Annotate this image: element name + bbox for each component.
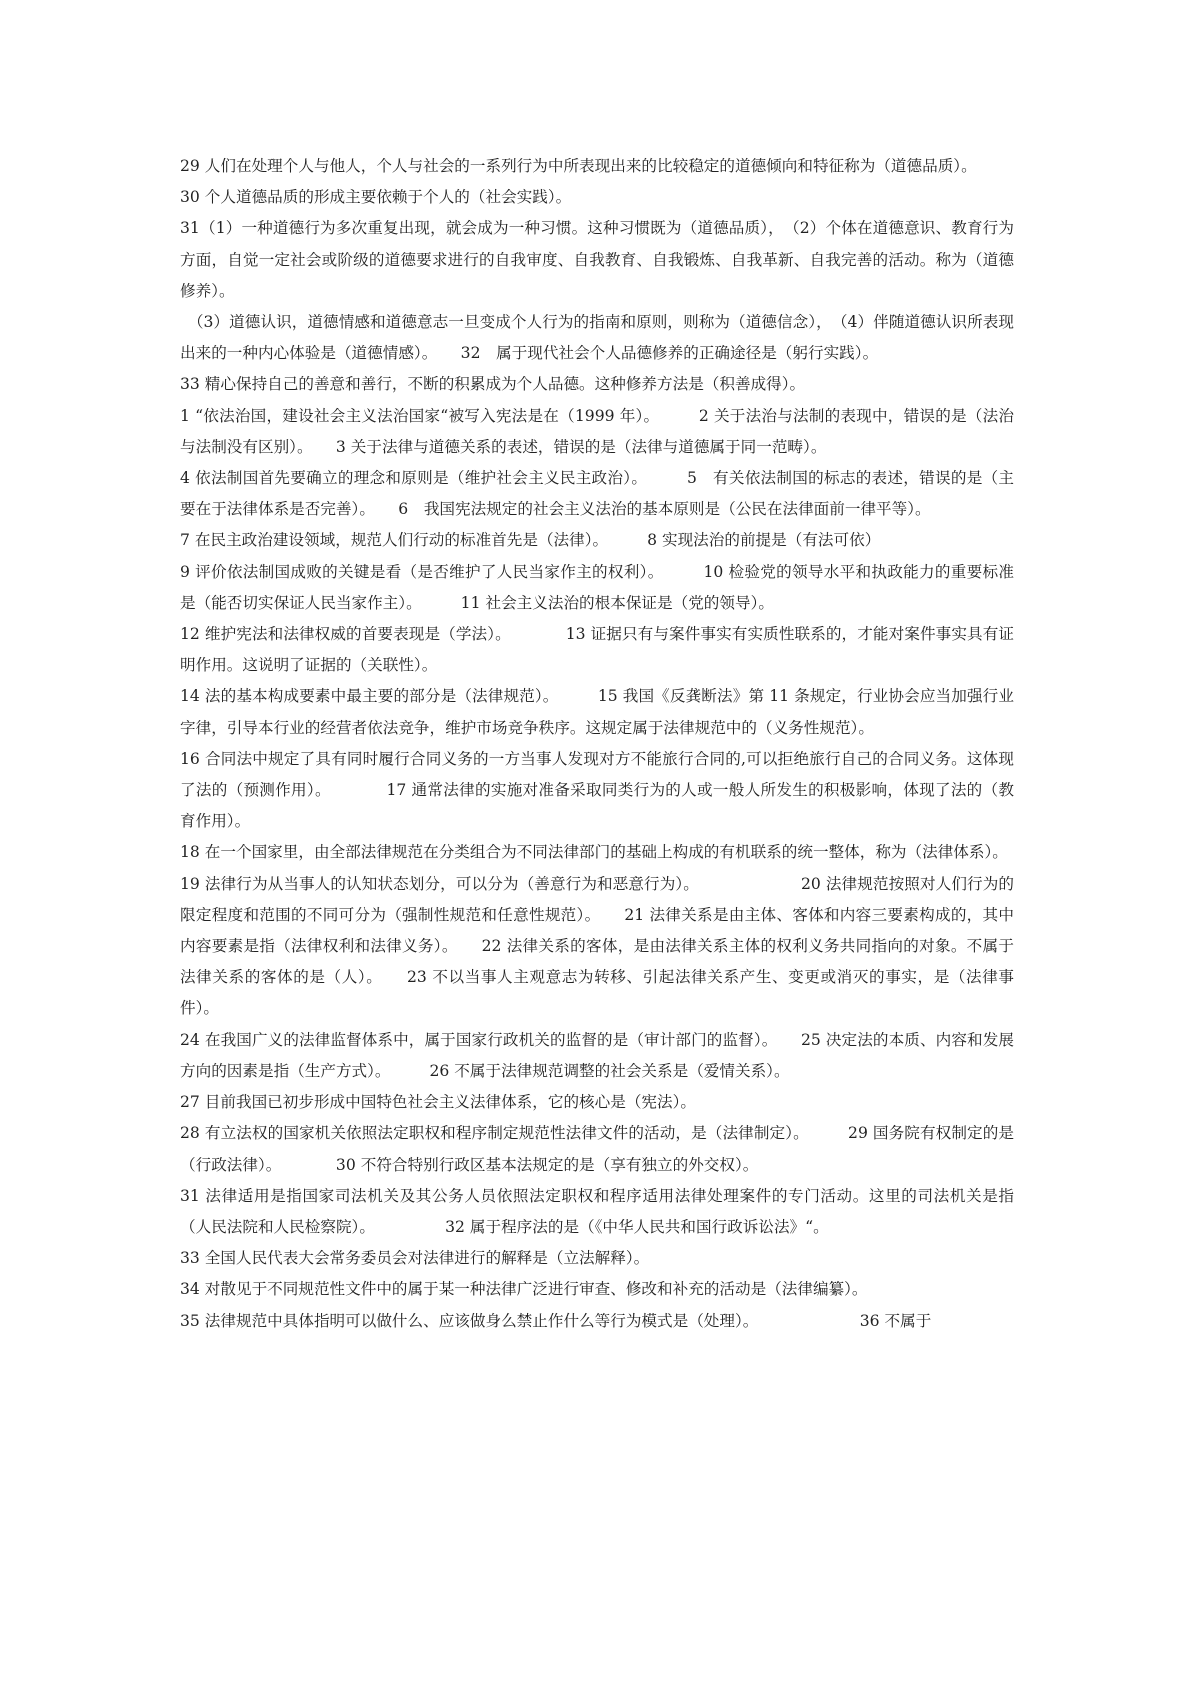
paragraph-law-q28-30: 28 有立法权的国家机关依照法定职权和程序制定规范性法律文件的活动，是（法律制定）。 29 国务院有权制定的是（行政法律）。 30 不符合特别行政区基本法规定的是（享有独立的外交权）。 (180, 1124, 1014, 1174)
paragraph-q33-accumulate-goodness: 33 精心保持自己的善意和善行，不断的积累成为个人品德。这种修养方法是（积善成得）。 (180, 375, 806, 394)
paragraph-law-q16-17: 16 合同法中规定了具有同时履行合同义务的一方当事人发现对方不能旅行合同的,可以拒绝旅行自己的合同义务。这体现了法的（预测作用）。 17 通常法律的实施对准备采取同类行为的人或一般人所发生的积极影响，体现了法的（教育作用）。 (180, 749, 1014, 831)
paragraph-q31-habits-cultivation: 31（1）一种道德行为多次重复出现，就会成为一种习惯。这种习惯既为（道德品质）， （2）个体在道德意识、教育行为方面，自觉一定社会或阶级的道德要求进行的自我审度、自我教育、自我锻炼、自我革新、自我完善的活动。称为（道德修养）。 (180, 219, 1014, 300)
paragraph-law-q24-26: 24 在我国广义的法律监督体系中，属于国家行政机关的监督的是（审计部门的监督）。 25 决定法的本质、内容和发展方向的因素是指（生产方式）。 26 不属于法律规范调整的社会关系是（爱情关系）。 (180, 1030, 1014, 1080)
paragraph-law-q12-13: 12 维护宪法和法律权威的首要表现是（学法）。 13 证据只有与案件事实有实质性联系的，才能对案件事实具有证明作用。这说明了证据的（关联性）。 (180, 625, 1014, 675)
paragraph-q29-moral-quality: 29 人们在处理个人与他人，个人与社会的一系列行为中所表现出来的比较稳定的道德倾向和特征称为（道德品质）。 (180, 157, 977, 175)
paragraph-law-q4-6: 4 依法制国首先要确立的理念和原则是（维护社会主义民主政治）。 5 有关依法制国的标志的表述，错误的是（主要在于法律体系是否完善）。 6 我国宪法规定的社会主义法治的基本原则是（公民在法律面前一律平等）。 (180, 469, 1014, 519)
paragraph-law-q9-11: 9 评价依法制国成败的关键是看（是否维护了人民当家作主的权利）。 10 检验党的领导水平和执政能力的重要标准是（能否切实保证人民当家作主）。 11 社会主义法治的根本保证是（党的领导）。 (180, 562, 1014, 612)
paragraph-law-q35-36: 35 法律规范中具体指明可以做什么、应该做身么禁止作什么等行为模式是（处理）。 36 不属于 (180, 1311, 932, 1330)
paragraph-q31-belief-emotion: （3）道德认识，道德情感和道德意志一旦变成个人行为的指南和原则，则称为（道德信念）， （4）伴随道德认识所表现出来的一种内心体验是（道德情感）。 32 属于现代社会个人品德修养的正确途径是（躬行实践）。 (180, 313, 1014, 363)
paragraph-law-q19-23: 19 法律行为从当事人的认知状态划分，可以分为（善意行为和恶意行为）。 20 法律规范按照对人们行为的限定程度和范围的不同可分为（强制性规范和任意性规范）。 21 法律关系是由主体、客体和内容三要素构成的，其中内容要素是指（法律权利和法律义务）。 22 法律关系的客体，是由法律关系主体的权利义务共同指向的对象。不属于法律关系的客体的是（人）。 23 不以当事人主观意志为转移、引起法律关系产生、变更或消灭的事实，是（法律事件）。 (180, 874, 1014, 1018)
paragraph-law-q31-32: 31 法律适用是指国家司法机关及其公务人员依照法定职权和程序适用法律处理案件的专门活动。这里的司法机关是指（人民法院和人民检察院）。 32 属于程序法的是（《中华人民共和国行政诉讼法》“。 (180, 1186, 1014, 1236)
document-body (180, 151, 1014, 1337)
paragraph-law-q18: 18 在一个国家里，由全部法律规范在分类组合为不同法律部门的基础上构成的有机联系的统一整体，称为（法律体系）。 (180, 843, 1008, 862)
paragraph-law-q7-8: 7 在民主政治建设领域，规范人们行动的标准首先是（法律）。 8 实现法治的前提是（有法可依） (180, 531, 881, 550)
paragraph-law-q1-3: 1 “依法治国，建设社会主义法治国家“被写入宪法是在（1999 年）。 2 关于法治与法制的表现中，错误的是（法治与法制没有区别）。 3 关于法律与道德关系的表述，错误的是（法律与道德属于同一范畴）。 (180, 406, 1014, 456)
paragraph-law-q33: 33 全国人民代表大会常务委员会对法律进行的解释是（立法解释）。 (180, 1249, 650, 1268)
paragraph-law-q34: 34 对散见于不同规范性文件中的属于某一种法律广泛进行审查、修改和补充的活动是（法律编纂）。 (180, 1280, 868, 1299)
paragraph-law-q14-15: 14 法的基本构成要素中最主要的部分是（法律规范）。 15 我国《反龚断法》第 11 条规定，行业协会应当加强行业字律，引导本行业的经营者依法竞争，维护市场竞争秩序。这规定属于法律规范中的（义务性规范）。 (180, 687, 1014, 737)
paragraph-law-q27: 27 目前我国已初步形成中国特色社会主义法律体系，它的核心是（宪法）。 (180, 1093, 696, 1112)
paragraph-q30-social-practice: 30 个人道德品质的形成主要依赖于个人的（社会实践）。 (180, 188, 572, 207)
